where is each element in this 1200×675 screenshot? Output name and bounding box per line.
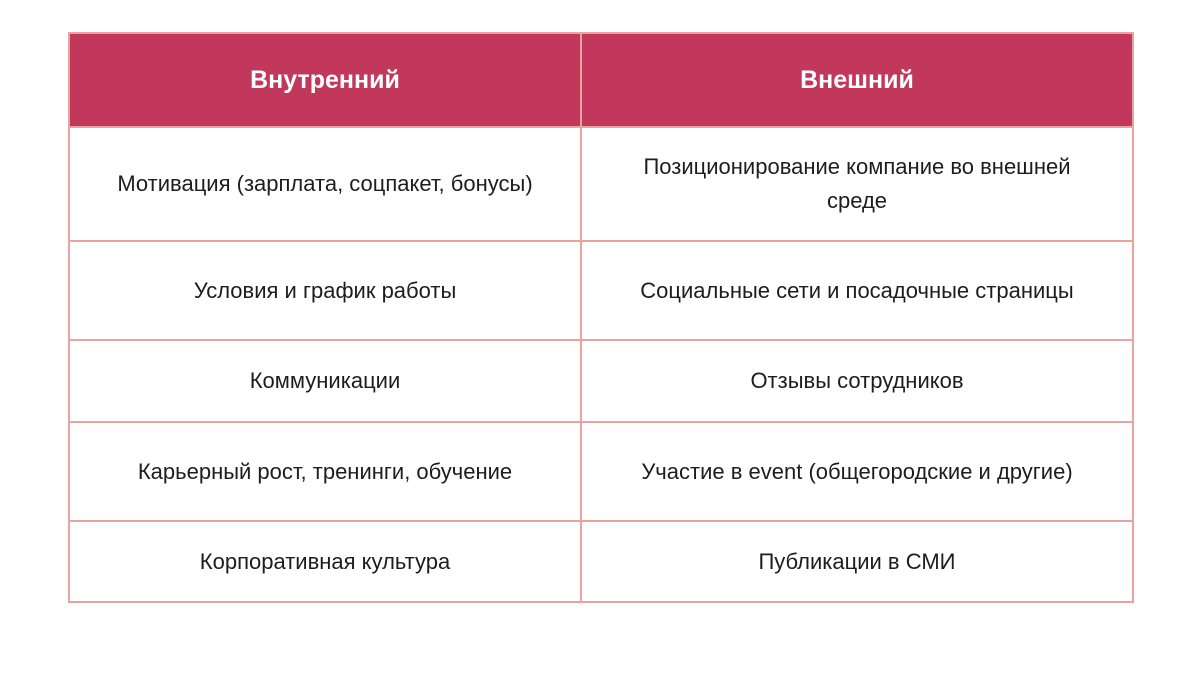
cell-external: Участие в event (общегородские и другие) (581, 422, 1133, 521)
table-row (69, 127, 1133, 241)
comparison-table (68, 32, 1134, 603)
header-external: Внешний (581, 33, 1133, 127)
cell-internal: Мотивация (зарплата, соцпакет, бонусы) (69, 127, 581, 241)
cell-external: Публикации в СМИ (581, 521, 1133, 602)
cell-external: Позиционирование компание во внешней среде (581, 127, 1133, 241)
table-row (69, 521, 1133, 602)
cell-external: Социальные сети и посадочные страницы (581, 241, 1133, 340)
table-row (69, 340, 1133, 422)
table-header-row (69, 33, 1133, 127)
table-row (69, 422, 1133, 521)
header-internal: Внутренний (69, 33, 581, 127)
table-row (69, 241, 1133, 340)
cell-external: Отзывы сотрудников (581, 340, 1133, 422)
cell-internal: Коммуникации (69, 340, 581, 422)
cell-internal: Корпоративная культура (69, 521, 581, 602)
cell-internal: Условия и график работы (69, 241, 581, 340)
cell-internal: Карьерный рост, тренинги, обучение (69, 422, 581, 521)
